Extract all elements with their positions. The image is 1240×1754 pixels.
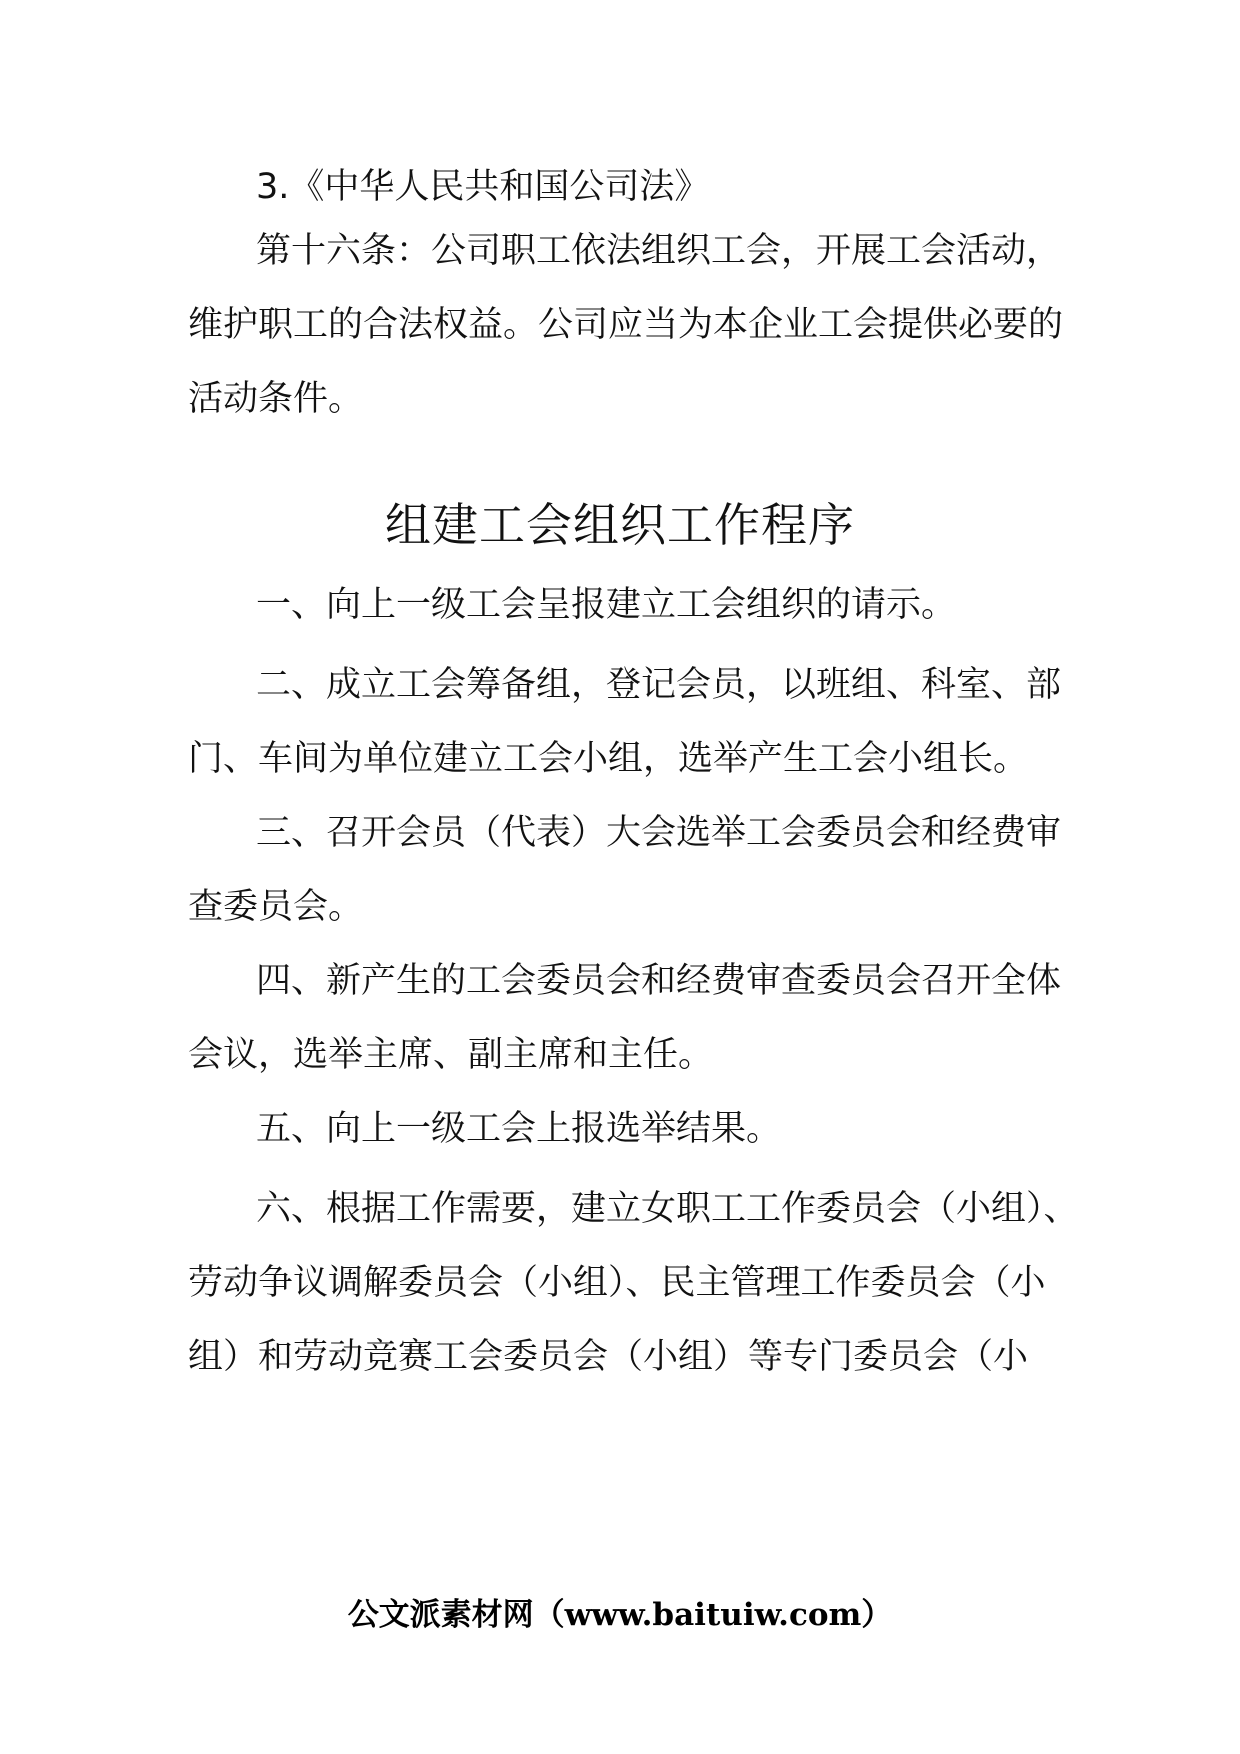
paragraph-line: 第十六条：公司职工依法组织工会，开展工会活动， — [256, 231, 1062, 271]
paragraph-line: 六、根据工作需要，建立女职工工作委员会（小组）、 — [256, 1189, 1079, 1229]
paragraph-line: 会议，选举主席、副主席和主任。 — [188, 1035, 714, 1075]
paragraph-line: 三、召开会员（代表）大会选举工会委员会和经费审 — [256, 813, 1062, 853]
paragraph-line: 维护职工的合法权益。公司应当为本企业工会提供必要的 — [188, 305, 1064, 345]
paragraph-line: 劳动争议调解委员会（小组）、民主管理工作委员会（小 — [188, 1263, 1046, 1303]
section-heading: 组建工会组织工作程序 — [385, 498, 855, 552]
footer-source: 公文派素材网（www.baituiw.com） — [347, 1597, 893, 1633]
paragraph-line: 组）和劳动竞赛工会委员会（小组）等专门委员会（小 — [188, 1337, 1029, 1377]
paragraph-line: 查委员会。 — [188, 887, 364, 927]
paragraph-line: 活动条件。 — [188, 379, 364, 419]
law-article-paragraph — [188, 214, 1064, 436]
law-title: 3.《中华人民共和国公司法》 — [256, 167, 710, 207]
law-title-block — [188, 150, 1048, 224]
paragraph-line: 五、向上一级工会上报选举结果。 — [256, 1109, 782, 1149]
step-5 — [188, 1092, 1048, 1166]
step-6 — [188, 1172, 1079, 1394]
step-2 — [188, 648, 1062, 796]
step-3 — [188, 796, 1062, 944]
paragraph-line: 门、车间为单位建立工会小组，选举产生工会小组长。 — [188, 739, 1029, 779]
paragraph-line: 四、新产生的工会委员会和经费审查委员会召开全体 — [256, 961, 1062, 1001]
step-1 — [188, 568, 1048, 642]
step-4 — [188, 944, 1062, 1092]
paragraph-line: 一、向上一级工会呈报建立工会组织的请示。 — [256, 585, 957, 625]
paragraph-line: 二、成立工会筹备组，登记会员，以班组、科室、部 — [256, 665, 1062, 705]
